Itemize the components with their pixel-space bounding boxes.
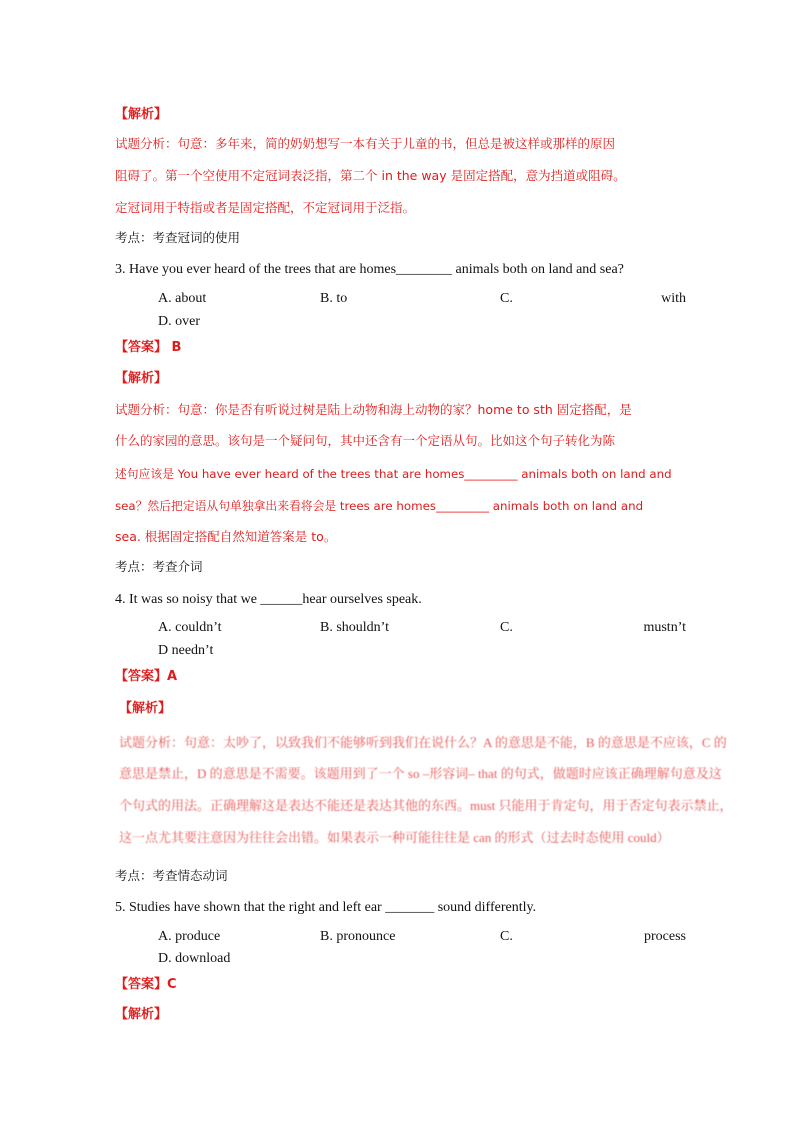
option-c: C.: [500, 929, 513, 944]
option-d: D. download: [158, 951, 231, 966]
analysis-line: 这一点尤其要注意因为往往会出错。如果表示一种可能往往是 can 的形式（过去时态使用 could）: [119, 830, 670, 845]
option-a: A. about: [158, 291, 207, 306]
kaodian-label: 考点：考查冠词的使用: [115, 230, 241, 245]
option-c: C.: [500, 291, 513, 306]
kaodian-label: 考点：考查情态动词: [115, 868, 228, 883]
answer-label: 【答案】A: [115, 669, 178, 684]
option-b: B. pronounce: [320, 929, 396, 944]
analysis-heading: 【解析】: [115, 1007, 168, 1022]
analysis-line: 定冠词用于特指或者是固定搭配，不定冠词用于泛指。: [115, 200, 416, 215]
analysis-line: 试题分析：句意：太吵了，以致我们不能够听到我们在说什么？A 的意思是不能，B 的意思是不应该，C 的: [119, 735, 727, 750]
analysis-line: sea？然后把定语从句单独拿出来看将会是 trees are homes_________ animals both on land and: [115, 499, 644, 513]
option-d: D. over: [158, 314, 200, 329]
analysis-line: 试题分析：句意：多年来，简的奶奶想写一本有关于儿童的书，但总是被这样或那样的原因: [115, 136, 616, 151]
option-c-text: process: [644, 929, 686, 944]
analysis-line: sea. 根据固定搭配自然知道答案是 to。: [115, 529, 337, 544]
option-d: D needn’t: [158, 643, 214, 658]
analysis-line: 什么的家园的意思。该句是一个疑问句，其中还含有一个定语从句。比如这个句子转化为陈: [115, 433, 616, 448]
option-c-text: with: [661, 291, 686, 306]
question-5: 5. Studies have shown that the right and left ear _______ sound differently.: [115, 900, 537, 915]
analysis-line: 意思是禁止，D 的意思是不需要。该题用到了一个 so –形容词– that 的句式，做题时应该正确理解句意及这: [119, 766, 722, 781]
kaodian-label: 考点：考查介词: [115, 559, 203, 574]
option-b: B. to: [320, 291, 348, 306]
option-c: C.: [500, 620, 513, 635]
option-c-text: mustn’t: [643, 620, 686, 635]
analysis-heading: 【解析】: [119, 701, 172, 716]
analysis-line: 阻碍了。第一个空使用不定冠词表泛指，第二个 in the way 是固定搭配，意为挡道或阻碍。: [115, 168, 626, 183]
analysis-line: 试题分析：句意：你是否有听说过树是陆上动物和海上动物的家？home to sth 固定搭配，是: [115, 402, 632, 417]
analysis-line: 个句式的用法。正确理解这是表达不能还是表达其他的东西。must 只能用于肯定句，用于否定句表示禁止，: [119, 798, 733, 813]
question-3: 3. Have you ever heard of the trees that are homes________ animals both on land and sea?: [115, 262, 624, 277]
analysis-heading: 【解析】: [115, 107, 168, 122]
option-b: B. shouldn’t: [320, 620, 389, 635]
question-4: 4. It was so noisy that we ______hear ourselves speak.: [115, 592, 422, 607]
option-a: A. couldn’t: [158, 620, 222, 635]
analysis-line: 述句应该是 You have ever heard of the trees that are homes_________ animals both on land and: [115, 467, 672, 481]
analysis-heading: 【解析】: [115, 371, 168, 386]
answer-label: 【答案】 B: [115, 340, 182, 355]
answer-label: 【答案】C: [115, 977, 177, 992]
option-a: A. produce: [158, 929, 221, 944]
